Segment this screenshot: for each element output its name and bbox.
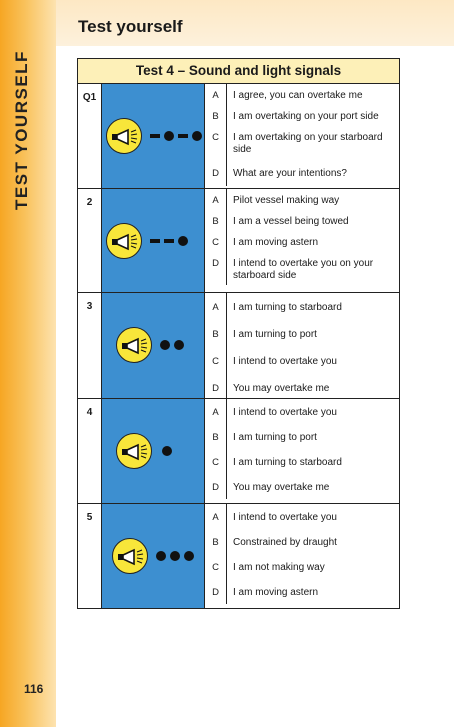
answer-option [205, 159, 399, 186]
long-blast-dash [150, 239, 160, 243]
answer-text: I am overtaking on your port side [233, 111, 379, 122]
answer-option [205, 504, 399, 529]
question-row [78, 84, 399, 188]
sound-signal [160, 340, 184, 350]
sound-signal [150, 131, 202, 141]
sound-signal [162, 446, 172, 456]
answer-letter: B [205, 210, 227, 231]
answer-text: What are your intentions? [233, 168, 347, 179]
horn-icon [106, 118, 142, 154]
answer-text: I am turning to starboard [233, 302, 342, 313]
answer-option [205, 347, 399, 374]
signal-illustration [101, 84, 205, 188]
answer-text: I am turning to port [233, 329, 317, 340]
question-number: 3 [86, 301, 93, 312]
answer-letter: B [205, 105, 227, 126]
horn-icon [112, 538, 148, 574]
answer-text: You may overtake me [233, 482, 330, 493]
question-list [78, 84, 399, 608]
answer-letter: D [205, 579, 227, 604]
short-blast-dot [156, 551, 166, 561]
answer-list [205, 84, 399, 188]
answer-option [205, 105, 399, 126]
answer-letter: B [205, 320, 227, 347]
answer-option [205, 449, 399, 474]
answer-letter: A [205, 399, 227, 424]
answer-letter: B [205, 529, 227, 554]
answer-option [205, 374, 399, 401]
question-number: 5 [86, 512, 93, 523]
horn-icon [116, 433, 152, 469]
question-row [78, 188, 399, 292]
sound-signal [150, 236, 188, 246]
long-blast-dash [150, 134, 160, 138]
answer-option [205, 231, 399, 252]
sound-signal [156, 551, 194, 561]
answer-text: Constrained by draught [233, 537, 337, 548]
answer-letter: A [205, 189, 227, 210]
answer-option [205, 579, 399, 604]
answer-letter: D [205, 252, 227, 285]
signal-illustration [101, 189, 205, 292]
signal-illustration [101, 293, 205, 398]
long-blast-dash [178, 134, 188, 138]
answer-text: I intend to overtake you [233, 356, 337, 367]
sidebar-label: TEST YOURSELF [12, 50, 31, 210]
answer-text: You may overtake me [233, 383, 330, 394]
answer-option [205, 84, 399, 105]
answer-option [205, 474, 399, 499]
short-blast-dot [162, 446, 172, 456]
question-row [78, 398, 399, 503]
answer-letter: C [205, 554, 227, 579]
signal-illustration [101, 399, 205, 503]
short-blast-dot [174, 340, 184, 350]
short-blast-dot [178, 236, 188, 246]
answer-letter: C [205, 449, 227, 474]
answer-text: I am turning to starboard [233, 457, 342, 468]
page-number: 116 [24, 682, 44, 696]
answer-letter: C [205, 347, 227, 374]
long-blast-dash [164, 239, 174, 243]
short-blast-dot [184, 551, 194, 561]
answer-text: I am not making way [233, 562, 325, 573]
answer-option [205, 293, 399, 320]
answer-text: I am turning to port [233, 432, 317, 443]
answer-letter: D [205, 374, 227, 401]
answer-text: I agree, you can overtake me [233, 90, 363, 101]
horn-icon [116, 327, 152, 363]
answer-letter: C [205, 231, 227, 252]
answer-list [205, 293, 399, 398]
answer-letter: A [205, 504, 227, 529]
answer-text: Pilot vessel making way [233, 195, 340, 206]
answer-text: I am moving astern [233, 587, 319, 598]
answer-letter: B [205, 424, 227, 449]
short-blast-dot [170, 551, 180, 561]
question-number: 4 [86, 407, 93, 418]
answer-option [205, 210, 399, 231]
sidebar-band [0, 0, 56, 727]
answer-option [205, 399, 399, 424]
test-heading: Test 4 – Sound and light signals [78, 59, 399, 84]
answer-letter: D [205, 474, 227, 499]
signal-illustration [101, 504, 205, 608]
answer-text: I intend to overtake you on your starboard side [233, 258, 374, 281]
answer-text: I intend to overtake you [233, 512, 337, 523]
short-blast-dot [192, 131, 202, 141]
answer-letter: A [205, 293, 227, 320]
answer-letter: C [205, 126, 227, 159]
answer-list [205, 399, 399, 503]
answer-text: I intend to overtake you [233, 407, 337, 418]
answer-list [205, 189, 399, 292]
short-blast-dot [164, 131, 174, 141]
short-blast-dot [160, 340, 170, 350]
answer-option [205, 189, 399, 210]
answer-letter: A [205, 84, 227, 105]
answer-text: I am overtaking on your starboard side [233, 132, 383, 155]
question-row [78, 292, 399, 398]
answer-option [205, 252, 399, 285]
answer-option [205, 529, 399, 554]
question-row [78, 503, 399, 608]
answer-text: I am moving astern [233, 237, 319, 248]
answer-option [205, 554, 399, 579]
question-number: Q1 [82, 92, 97, 103]
page-title: Test yourself [78, 17, 183, 36]
answer-letter: D [205, 159, 227, 186]
answer-text: I am a vessel being towed [233, 216, 349, 227]
answer-option [205, 320, 399, 347]
answer-option [205, 126, 399, 159]
answer-list [205, 504, 399, 608]
answer-option [205, 424, 399, 449]
test-table [77, 58, 400, 609]
question-number: 2 [86, 197, 93, 208]
horn-icon [106, 223, 142, 259]
